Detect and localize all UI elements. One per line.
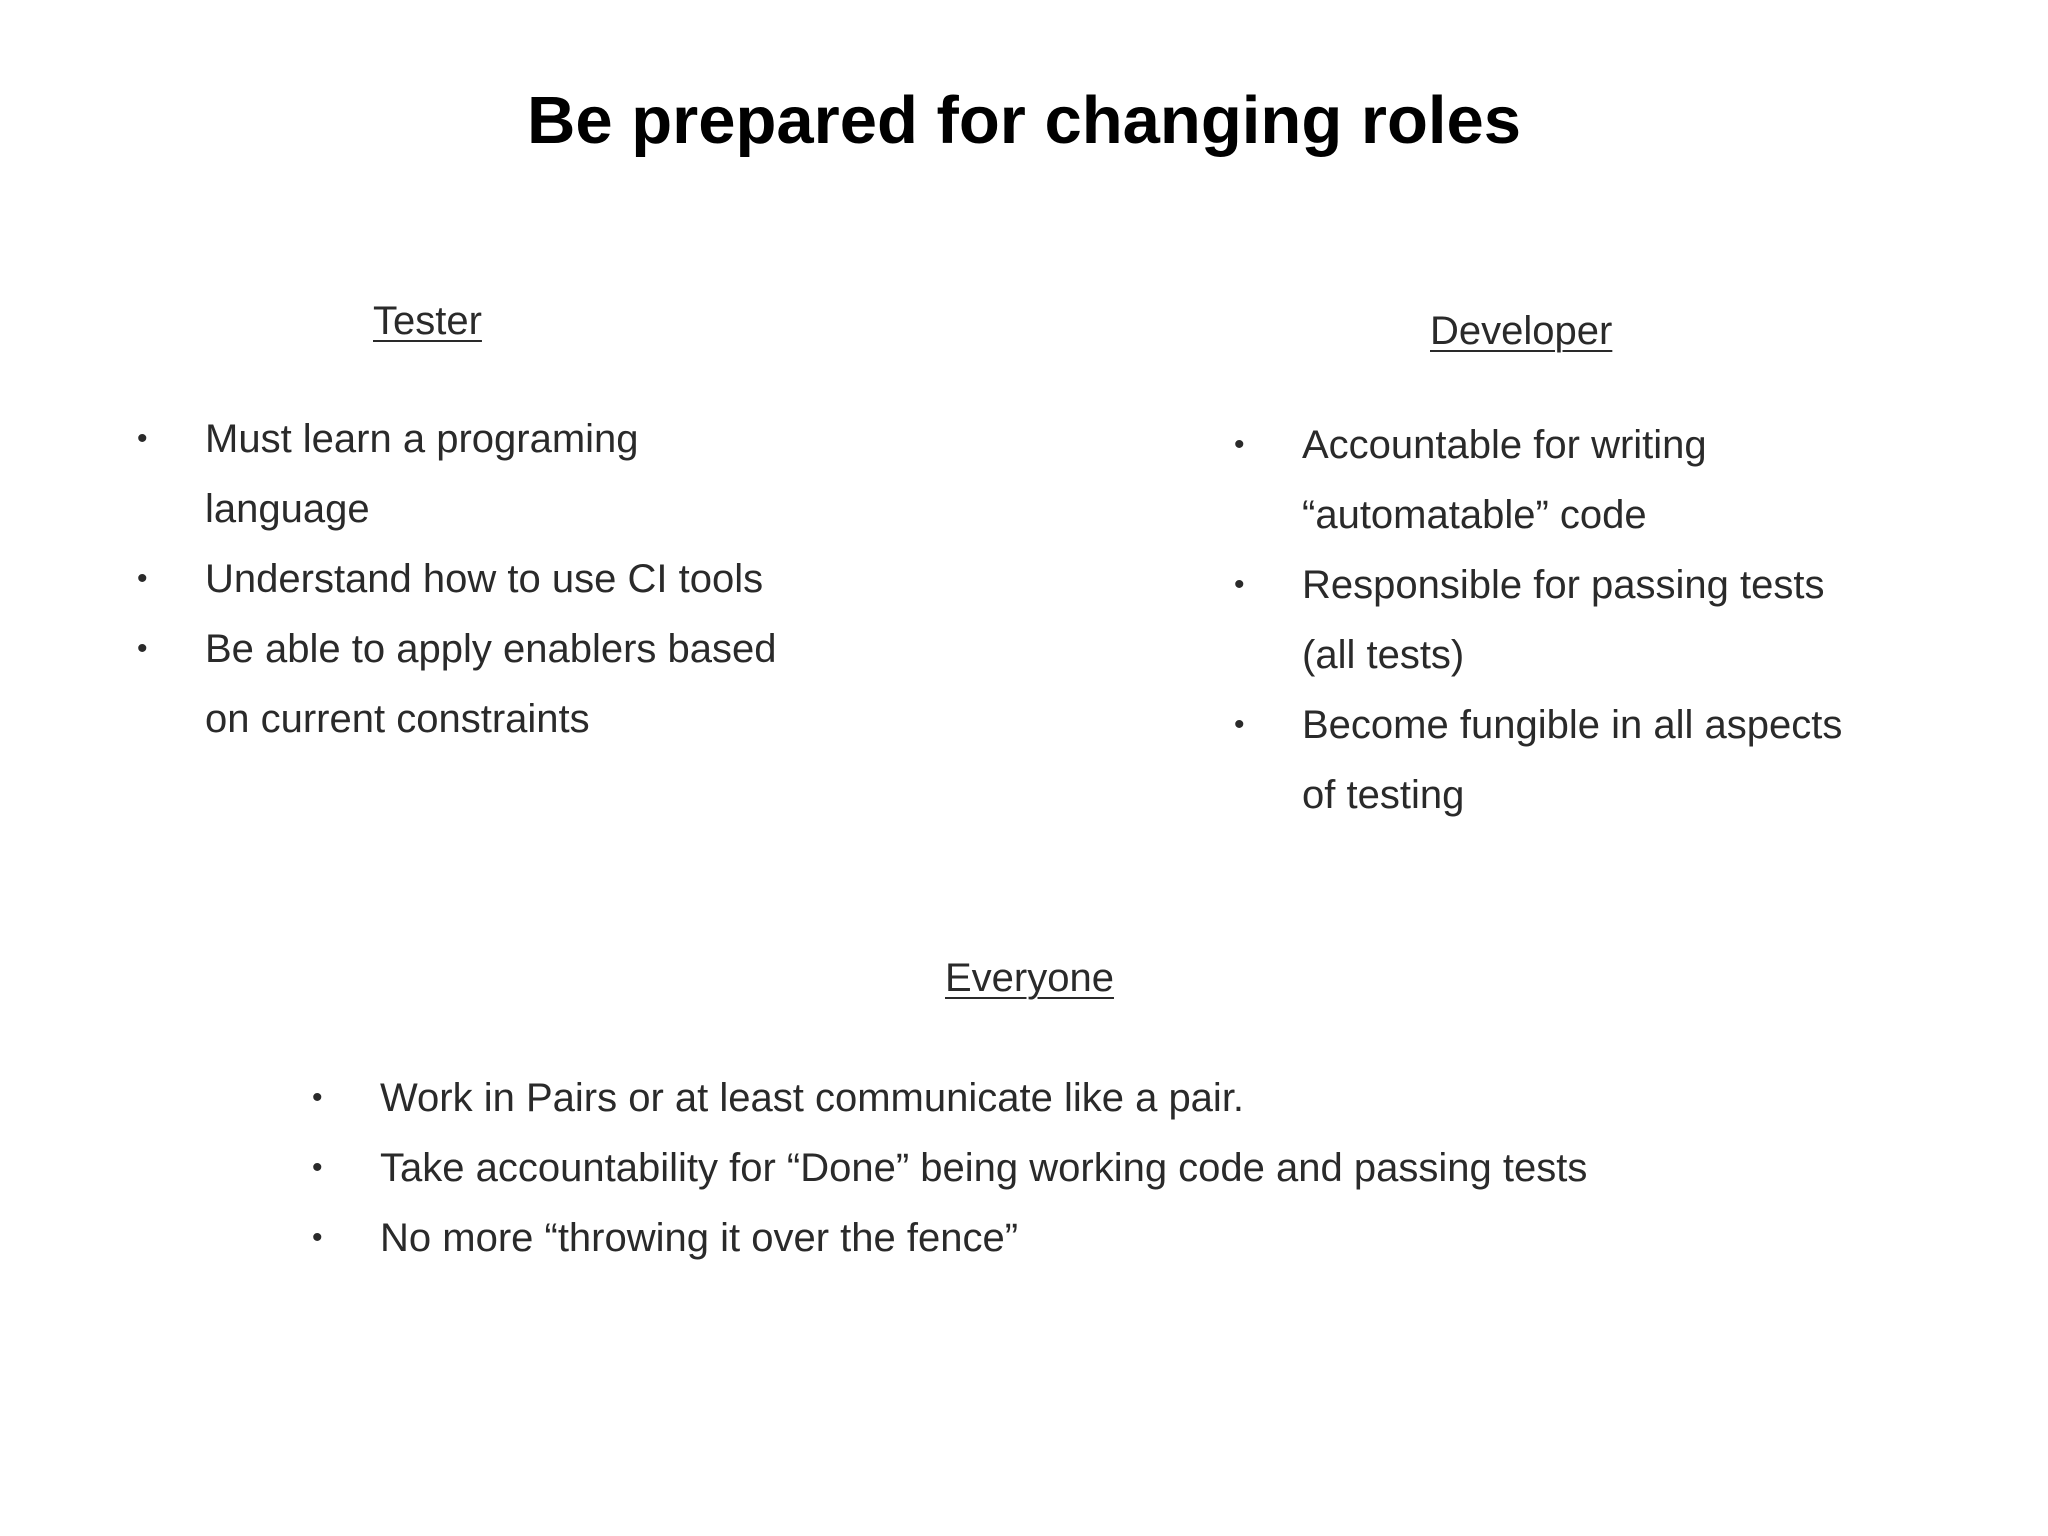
- list-item: [312, 1133, 1812, 1203]
- list-item: [137, 614, 777, 754]
- list-item: [1234, 410, 1854, 550]
- list-item: [1234, 690, 1854, 830]
- bullet-icon: •: [312, 1221, 323, 1254]
- bullet-icon: •: [312, 1081, 323, 1114]
- tester-heading: Tester: [373, 299, 482, 343]
- list-item-text: Take accountability for “Done” being working code and passing tests: [380, 1146, 1588, 1190]
- list-item-text: Understand how to use CI tools: [205, 557, 764, 601]
- list-item: [312, 1203, 1812, 1273]
- bullet-icon: •: [1234, 708, 1245, 741]
- list-item-text: No more “throwing it over the fence”: [380, 1216, 1019, 1260]
- everyone-list: [312, 1063, 1812, 1273]
- developer-heading: Developer: [1430, 309, 1613, 353]
- everyone-heading: Everyone: [945, 956, 1114, 1000]
- list-item-text: Accountable for writing “automatable” code: [1302, 423, 1707, 537]
- bullet-icon: •: [1234, 568, 1245, 601]
- list-item-text: Must learn a programing language: [205, 417, 639, 531]
- list-item: [137, 404, 777, 544]
- slide-title: Be prepared for changing roles: [526, 83, 1522, 158]
- bullet-icon: •: [137, 562, 148, 595]
- bullet-icon: •: [137, 632, 148, 665]
- list-item: [137, 544, 777, 614]
- bullet-icon: •: [137, 422, 148, 455]
- bullet-icon: •: [1234, 428, 1245, 461]
- list-item: [312, 1063, 1812, 1133]
- list-item-text: Responsible for passing tests (all tests): [1302, 563, 1825, 677]
- list-item: [1234, 550, 1854, 690]
- bullet-icon: •: [312, 1151, 323, 1184]
- tester-list: [137, 404, 777, 754]
- developer-list: [1234, 410, 1854, 830]
- list-item-text: Become fungible in all aspects of testing: [1302, 703, 1843, 817]
- list-item-text: Be able to apply enablers based on current constraints: [205, 627, 777, 741]
- list-item-text: Work in Pairs or at least communicate like a pair.: [380, 1076, 1245, 1120]
